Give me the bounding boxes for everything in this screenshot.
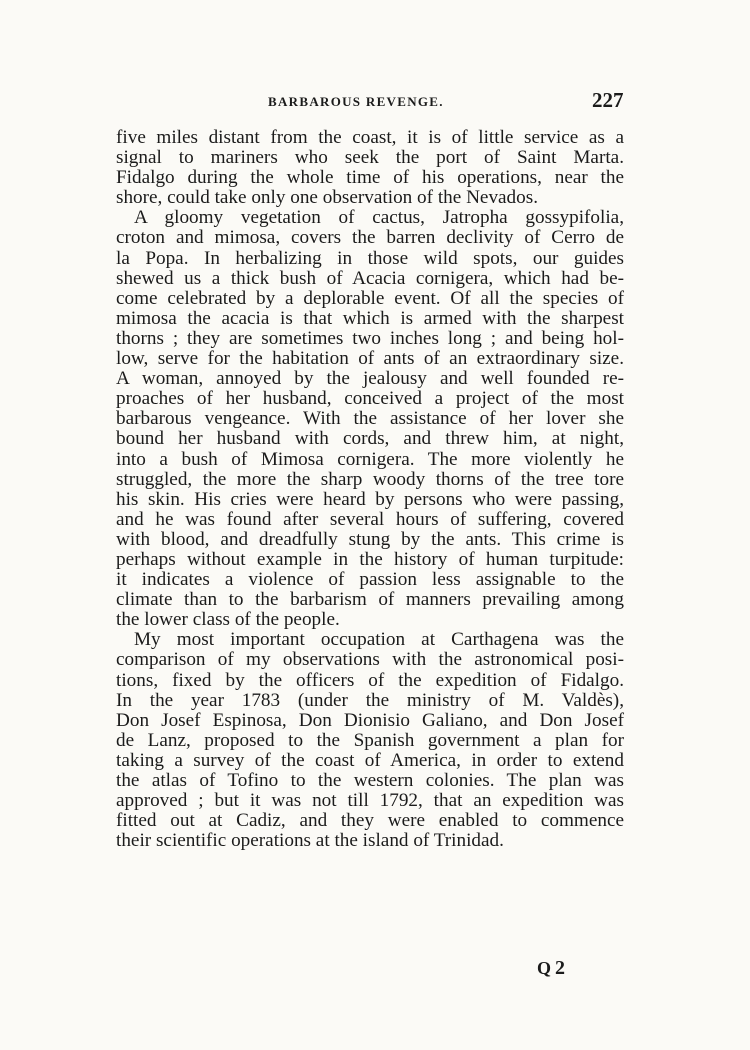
text-line: shewed us a thick bush of Acacia cornigera, which had be- (116, 267, 624, 289)
text-line: and he was found after several hours of suffering, covered (116, 508, 624, 530)
text-line: fitted out at Cadiz, and they were enabled to commence (116, 810, 624, 832)
text-line: into a bush of Mimosa cornigera. The more violently he (116, 448, 624, 470)
text-line: tions, fixed by the officers of the expedition of Fidalgo. (116, 669, 624, 691)
text-line: la Popa. In herbalizing in those wild spots, our guides (116, 247, 624, 269)
text-line: struggled, the more the sharp woody thorns of the tree tore (116, 468, 624, 490)
text-line: the atlas of Tofino to the western colonies. The plan was (116, 770, 624, 791)
text-line: Fidalgo during the whole time of his operations, near the (116, 167, 624, 189)
text-line: bound her husband with cords, and threw him, at night, (116, 428, 624, 450)
text-line: comparison of my observations with the astronomical posi- (116, 649, 624, 671)
text-line: climate than to the barbarism of manners prevailing among (116, 589, 624, 611)
running-title: BARBAROUS REVENGE. (268, 94, 444, 109)
text-line: come celebrated by a deplorable event. Of all the species of (116, 287, 624, 309)
text-line: approved ; but it was not till 1792, that an expedition was (116, 790, 624, 812)
text-line: it indicates a violence of passion less assignable to the (116, 569, 624, 591)
text-line: five miles distant from the coast, it is of little service as a (116, 127, 624, 148)
printer-signature-mark (537, 957, 565, 980)
text-line: thorns ; they are sometimes two inches long ; and being hol- (116, 327, 624, 349)
signature-number: 2 (555, 957, 566, 979)
text-line: taking a survey of the coast of America, in order to extend (116, 749, 624, 771)
text-line: their scientific operations at the island of Trinidad. (116, 830, 504, 852)
text-line: A gloomy vegetation of cactus, Jatropha gossypifolia, (134, 207, 624, 229)
text-line: with blood, and dreadfully stung by the ants. This crime is (116, 528, 624, 550)
text-line: In the year 1783 (under the ministry of M. Valdès), (116, 689, 624, 711)
text-line: perhaps without example in the history of human turpitude: (116, 548, 624, 570)
text-line: Don Josef Espinosa, Don Dionisio Galiano, and Don Josef (116, 709, 624, 731)
text-line: proaches of her husband, conceived a project of the most (116, 388, 624, 410)
text-line: signal to mariners who seek the port of Saint Marta. (116, 147, 624, 169)
signature-letter: Q (537, 958, 552, 978)
text-line: A woman, annoyed by the jealousy and well founded re- (116, 368, 624, 390)
text-line: barbarous vengeance. With the assistance of her lover she (116, 408, 624, 430)
text-line: low, serve for the habitation of ants of an extraordinary size. (116, 348, 624, 370)
page-number: 227 (592, 88, 624, 112)
text-line: shore, could take only one observation of the Nevados. (116, 187, 539, 209)
text-line: the lower class of the people. (116, 609, 340, 631)
text-line: de Lanz, proposed to the Spanish government a plan for (116, 729, 624, 751)
body-text (116, 128, 624, 851)
text-line: mimosa the acacia is that which is armed with the sharpest (116, 307, 624, 329)
text-line: his skin. His cries were heard by persons who were passing, (116, 488, 624, 510)
text-line: croton and mimosa, covers the barren declivity of Cerro de (116, 227, 624, 249)
text-line: My most important occupation at Carthagena was the (134, 629, 624, 651)
